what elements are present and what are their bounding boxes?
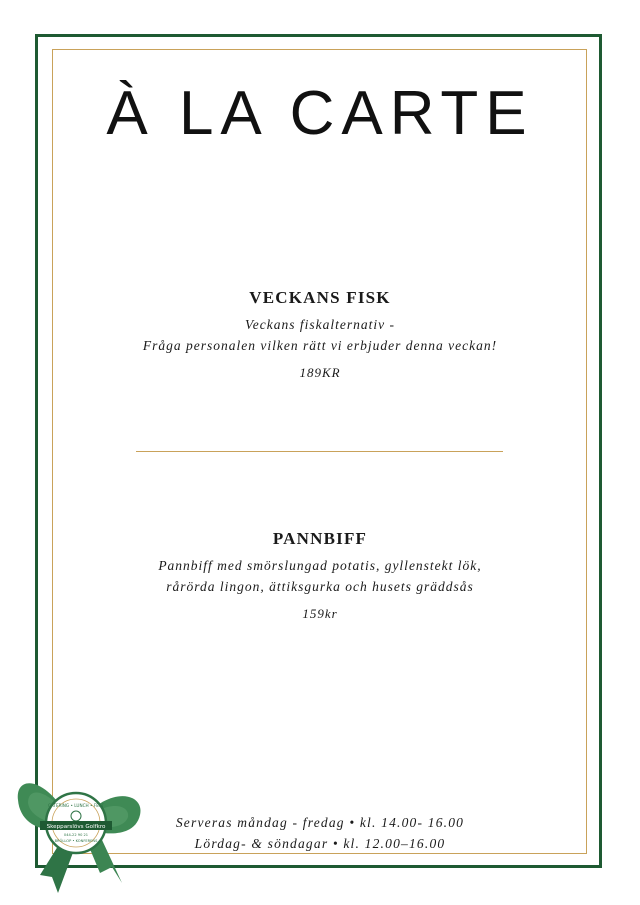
dish-pannbiff [0, 529, 640, 622]
dish-name: PANNBIFF [272, 529, 368, 548]
dish-veckans-fisk [0, 288, 640, 381]
dish-price: 159kr [302, 606, 338, 621]
dish-description [0, 555, 640, 597]
dish-description-line: Pannbiff med smörslungad potatis, gyllenstekt lök, [158, 558, 482, 573]
dish-price: 189KR [299, 365, 341, 380]
serving-hours [140, 812, 500, 854]
page-title: À LA CARTE [106, 79, 534, 148]
ribbon-logo [0, 755, 150, 905]
dish-description-line: Veckans fiskalternativ - [245, 317, 395, 332]
logo-name: Skepparslövs Golfkro [46, 823, 106, 830]
serving-hours-weekdays: Serveras måndag - fredag • kl. 14.00- 16.00 [175, 815, 465, 830]
logo-bottom-text: BRÖLLOP • KONFERENS [54, 839, 98, 843]
dish-description-line: rårörda lingon, ättiksgurka och husets gräddsås [166, 579, 474, 594]
logo-phone: 044-22 90 21 [63, 833, 89, 837]
dish-description [0, 314, 640, 356]
logo-ring-text: CATERING • LUNCH • FEST [47, 803, 105, 808]
dish-description-line: Fråga personalen vilken rätt vi erbjuder denna veckan! [142, 338, 498, 353]
dish-name: VECKANS FISK [249, 288, 391, 307]
serving-hours-weekends: Lördag- & söndagar • kl. 12.00–16.00 [194, 836, 446, 851]
section-divider [136, 451, 503, 452]
